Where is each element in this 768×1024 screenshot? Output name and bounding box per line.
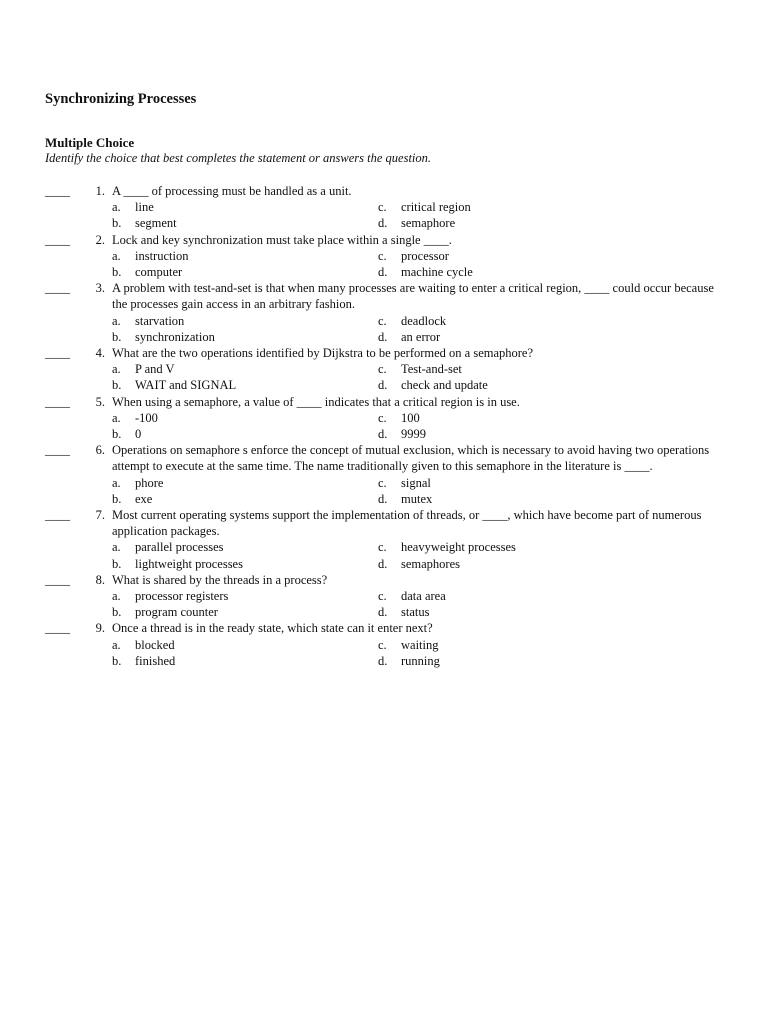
choice-text: machine cycle (401, 265, 473, 280)
answer-choice (378, 475, 644, 491)
question-item (45, 345, 725, 394)
question-row (45, 572, 725, 588)
choice-text: phore (135, 475, 164, 490)
choice-letter: a. (112, 200, 121, 215)
answer-blank: ____ (45, 621, 70, 636)
choice-letter: b. (112, 216, 122, 231)
choice-letter: b. (112, 653, 122, 668)
question-row (45, 280, 725, 312)
choice-grid (45, 588, 725, 620)
choice-text: 100 (401, 410, 420, 425)
choice-text: segment (135, 216, 177, 231)
choice-grid (45, 410, 725, 442)
answer-blank: ____ (45, 346, 70, 361)
answer-choice (378, 248, 644, 264)
choice-text: P and V (135, 362, 175, 377)
choice-text: running (401, 653, 440, 668)
choice-letter: b. (112, 378, 122, 393)
choice-text: blocked (135, 637, 175, 652)
choice-letter: a. (112, 475, 121, 490)
choice-text: synchronization (135, 329, 215, 344)
choice-text: waiting (401, 637, 439, 652)
answer-blank: ____ (45, 281, 70, 296)
choice-letter: c. (378, 248, 387, 263)
question-stem: What are the two operations identified by Dijkstra to be performed on a semaphore? (112, 346, 534, 361)
choice-letter: b. (112, 491, 122, 506)
choice-letter: a. (112, 589, 121, 604)
answer-choice (378, 199, 644, 215)
answer-choice (378, 361, 644, 377)
choice-text: processor (401, 248, 449, 263)
answer-blank: ____ (45, 508, 70, 523)
choice-grid (45, 248, 725, 280)
choice-grid (45, 313, 725, 345)
choice-letter: d. (378, 653, 388, 668)
answer-choice (112, 539, 378, 555)
choice-text: 0 (135, 427, 142, 442)
answer-choice (378, 491, 644, 507)
choice-letter: a. (112, 313, 121, 328)
choice-letter: c. (378, 589, 387, 604)
answer-choice (378, 426, 644, 442)
choice-letter: d. (378, 216, 388, 231)
answer-choice (112, 248, 378, 264)
choice-text: data area (401, 589, 446, 604)
choice-text: WAIT and SIGNAL (135, 378, 237, 393)
choice-text: line (135, 200, 154, 215)
answer-choice (378, 313, 644, 329)
answer-choice (112, 653, 378, 669)
question-number: 8. (95, 572, 105, 587)
page-title: Synchronizing Processes (45, 91, 197, 107)
choice-text: processor registers (135, 589, 229, 604)
question-row (45, 620, 725, 636)
question-row (45, 345, 725, 361)
choice-letter: d. (378, 329, 388, 344)
choice-text: parallel processes (135, 540, 224, 555)
answer-choice (112, 199, 378, 215)
answer-choice (112, 313, 378, 329)
answer-choice (378, 329, 644, 345)
choice-text: heavyweight processes (401, 540, 516, 555)
question-stem: When using a semaphore, a value of ____ indicates that a critical region is in use. (112, 394, 520, 409)
choice-text: status (401, 605, 430, 620)
answer-choice (378, 588, 644, 604)
question-row (45, 507, 725, 539)
answer-choice (112, 491, 378, 507)
answer-choice (378, 264, 644, 280)
choice-letter: c. (378, 200, 387, 215)
choice-text: deadlock (401, 313, 447, 328)
choice-text: semaphores (401, 556, 461, 571)
question-item (45, 572, 725, 621)
answer-choice (378, 637, 644, 653)
question-item (45, 620, 725, 669)
choice-letter: a. (112, 410, 121, 425)
question-number: 9. (95, 621, 105, 636)
question-stem: What is shared by the threads in a process? (112, 572, 328, 587)
answer-choice (112, 604, 378, 620)
choice-text: program counter (135, 605, 218, 620)
choice-letter: b. (112, 427, 122, 442)
answer-choice (112, 475, 378, 491)
choice-text: Test-and-set (401, 362, 462, 377)
choice-letter: a. (112, 540, 121, 555)
answer-choice (112, 264, 378, 280)
question-row (45, 442, 725, 474)
question-item (45, 232, 725, 281)
question-number: 2. (95, 232, 105, 247)
question-number: 6. (95, 443, 105, 458)
choice-letter: c. (378, 313, 387, 328)
question-number: 3. (95, 281, 105, 296)
question-list (45, 183, 725, 669)
choice-text: semaphore (401, 216, 456, 231)
choice-letter: b. (112, 329, 122, 344)
question-item (45, 280, 725, 345)
choice-grid (45, 475, 725, 507)
choice-grid (45, 637, 725, 669)
question-stem: Once a thread is in the ready state, which state can it enter next? (112, 621, 433, 636)
answer-choice (112, 361, 378, 377)
question-stem: A problem with test-and-set is that when many processes are waiting to enter a critical region, ____ could occur because the processes gain access in an arbitrary fashion. (112, 281, 714, 312)
answer-blank: ____ (45, 184, 70, 198)
choice-grid (45, 539, 725, 571)
answer-choice (378, 539, 644, 555)
answer-choice (112, 637, 378, 653)
choice-letter: d. (378, 491, 388, 506)
choice-letter: c. (378, 475, 387, 490)
question-number: 4. (95, 346, 105, 361)
answer-blank: ____ (45, 394, 70, 409)
answer-choice (112, 556, 378, 572)
answer-choice (112, 588, 378, 604)
answer-choice (112, 377, 378, 393)
question-number: 7. (95, 508, 105, 523)
question-row (45, 394, 725, 410)
answer-choice (378, 556, 644, 572)
choice-text: critical region (401, 200, 471, 215)
choice-text: signal (401, 475, 431, 490)
answer-choice (112, 426, 378, 442)
choice-letter: a. (112, 362, 121, 377)
answer-choice (378, 410, 644, 426)
choice-letter: a. (112, 248, 121, 263)
question-item (45, 183, 725, 232)
choice-text: computer (135, 265, 183, 280)
question-stem: A ____ of processing must be handled as a unit. (112, 184, 352, 198)
answer-choice (378, 604, 644, 620)
choice-letter: c. (378, 637, 387, 652)
answer-choice (378, 377, 644, 393)
choice-text: exe (135, 491, 153, 506)
choice-text: 9999 (401, 427, 426, 442)
answer-choice (112, 215, 378, 231)
choice-text: instruction (135, 248, 189, 263)
choice-text: mutex (401, 491, 433, 506)
question-number: 5. (95, 394, 105, 409)
choice-letter: d. (378, 265, 388, 280)
question-item (45, 442, 725, 507)
choice-text: -100 (135, 410, 158, 425)
choice-letter: b. (112, 605, 122, 620)
choice-text: lightweight processes (135, 556, 243, 571)
question-row (45, 183, 725, 199)
choice-grid (45, 361, 725, 393)
answer-blank: ____ (45, 232, 70, 247)
answer-choice (112, 329, 378, 345)
instructions-text: Identify the choice that best completes the statement or answers the question. (45, 151, 432, 165)
question-item (45, 507, 725, 572)
choice-text: check and update (401, 378, 488, 393)
choice-letter: c. (378, 362, 387, 377)
question-stem: Most current operating systems support the implementation of threads, or ____, which have become part of numerous application packages. (112, 508, 702, 539)
question-row (45, 232, 725, 248)
question-number: 1. (95, 184, 105, 198)
choice-text: an error (401, 329, 441, 344)
answer-blank: ____ (45, 572, 70, 587)
question-stem: Operations on semaphore s enforce the concept of mutual exclusion, which is necessary to avoid having two operations attempt to execute at the same time. The name traditionally given to this semaphore in the literature is ____. (112, 443, 710, 474)
section-title: Multiple Choice (45, 135, 135, 150)
answer-choice (378, 653, 644, 669)
choice-letter: d. (378, 556, 388, 571)
choice-letter: c. (378, 540, 387, 555)
choice-letter: d. (378, 378, 388, 393)
choice-letter: a. (112, 637, 121, 652)
choice-letter: d. (378, 427, 388, 442)
answer-blank: ____ (45, 443, 70, 458)
choice-letter: d. (378, 605, 388, 620)
question-stem: Lock and key synchronization must take place within a single ____. (112, 232, 452, 247)
choice-text: finished (135, 653, 176, 668)
choice-text: starvation (135, 313, 185, 328)
choice-grid (45, 199, 725, 231)
choice-letter: b. (112, 265, 122, 280)
choice-letter: c. (378, 410, 387, 425)
answer-choice (378, 215, 644, 231)
question-item (45, 394, 725, 443)
answer-choice (112, 410, 378, 426)
choice-letter: b. (112, 556, 122, 571)
